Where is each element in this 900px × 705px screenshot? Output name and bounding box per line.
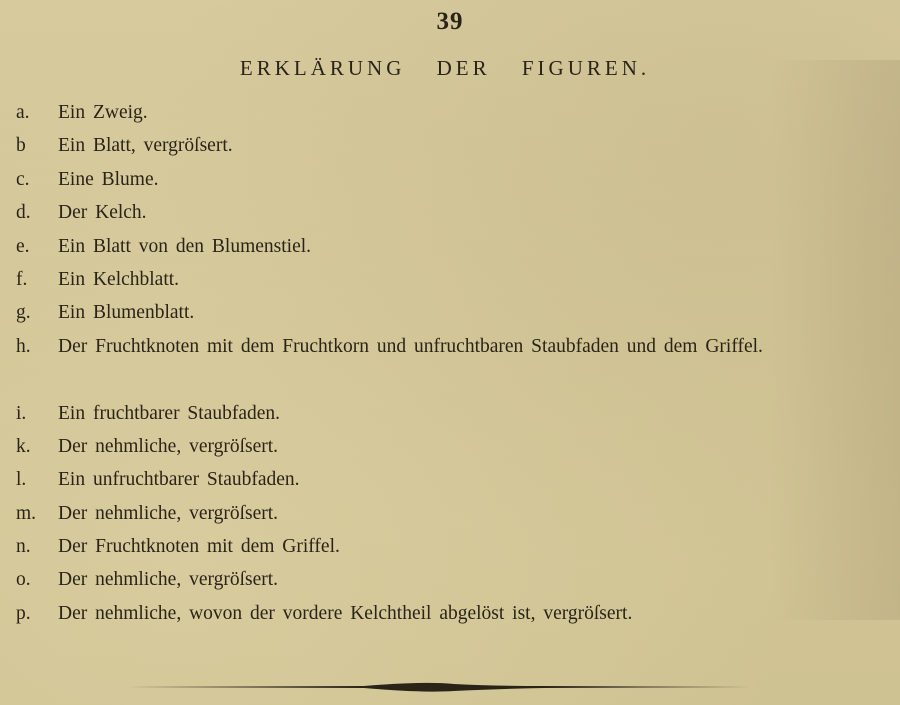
legend-text: Ein Kelchblatt.	[58, 268, 180, 290]
ornamental-rule	[124, 680, 750, 694]
legend-text: Der nehmliche, wovon der vordere Kelchtheil abgelöst ist, vergröſsert.	[58, 602, 633, 624]
legend-letter: l.	[16, 469, 27, 491]
legend-item-i	[16, 397, 896, 430]
legend-letter: h.	[16, 335, 31, 357]
legend-item-c	[16, 163, 896, 196]
legend-letter: c.	[16, 168, 30, 190]
legend-item-d	[16, 196, 896, 229]
legend-text: Ein Blatt von den Blumenstiel.	[58, 235, 312, 257]
legend-text: Eine Blume.	[58, 168, 159, 190]
legend-text: Ein fruchtbarer Staubfaden.	[58, 402, 281, 424]
legend-item-e	[16, 230, 896, 263]
legend-letter: d.	[16, 202, 31, 224]
legend-item-g	[16, 296, 896, 329]
legend-item-a	[16, 96, 896, 129]
legend-item-p	[16, 597, 896, 630]
legend-letter: g.	[16, 302, 31, 324]
legend-letter: o.	[16, 569, 31, 591]
section-heading: ERKLÄRUNG DER FIGUREN.	[239, 56, 651, 80]
page-number: 39	[436, 8, 464, 35]
figure-legend-list	[16, 96, 896, 630]
legend-letter: n.	[16, 536, 31, 558]
legend-item-b	[16, 129, 896, 162]
legend-item-m	[16, 497, 896, 530]
legend-letter: m.	[16, 502, 37, 524]
legend-text: Ein Zweig.	[58, 102, 148, 123]
legend-text: Der Kelch.	[58, 202, 147, 224]
legend-letter: k.	[16, 435, 31, 457]
legend-text: Ein unfruchtbarer Staubfaden.	[58, 469, 300, 491]
legend-item-o	[16, 563, 896, 596]
legend-item-l	[16, 463, 896, 496]
legend-text: Der nehmliche, vergröſsert.	[58, 569, 279, 591]
legend-text: Der Fruchtknoten mit dem Fruchtkorn und unfruchtbaren Staubfaden und dem Griffel.	[58, 335, 763, 357]
legend-letter: b	[16, 135, 26, 157]
legend-item-h	[16, 330, 896, 397]
legend-item-k	[16, 430, 896, 463]
legend-item-n	[16, 530, 896, 563]
legend-letter: i.	[16, 402, 27, 424]
legend-letter: p.	[16, 602, 31, 624]
legend-text: Der nehmliche, vergröſsert.	[58, 502, 279, 524]
legend-text: Ein Blatt, vergröſsert.	[58, 135, 233, 157]
legend-text: Ein Blumenblatt.	[58, 302, 195, 324]
legend-item-f	[16, 263, 896, 296]
legend-letter: e.	[16, 235, 30, 257]
legend-text: Der Fruchtknoten mit dem Griffel.	[58, 536, 340, 558]
legend-text: Der nehmliche, vergröſsert.	[58, 435, 279, 457]
legend-letter: f.	[16, 268, 28, 290]
legend-letter: a.	[16, 102, 30, 123]
